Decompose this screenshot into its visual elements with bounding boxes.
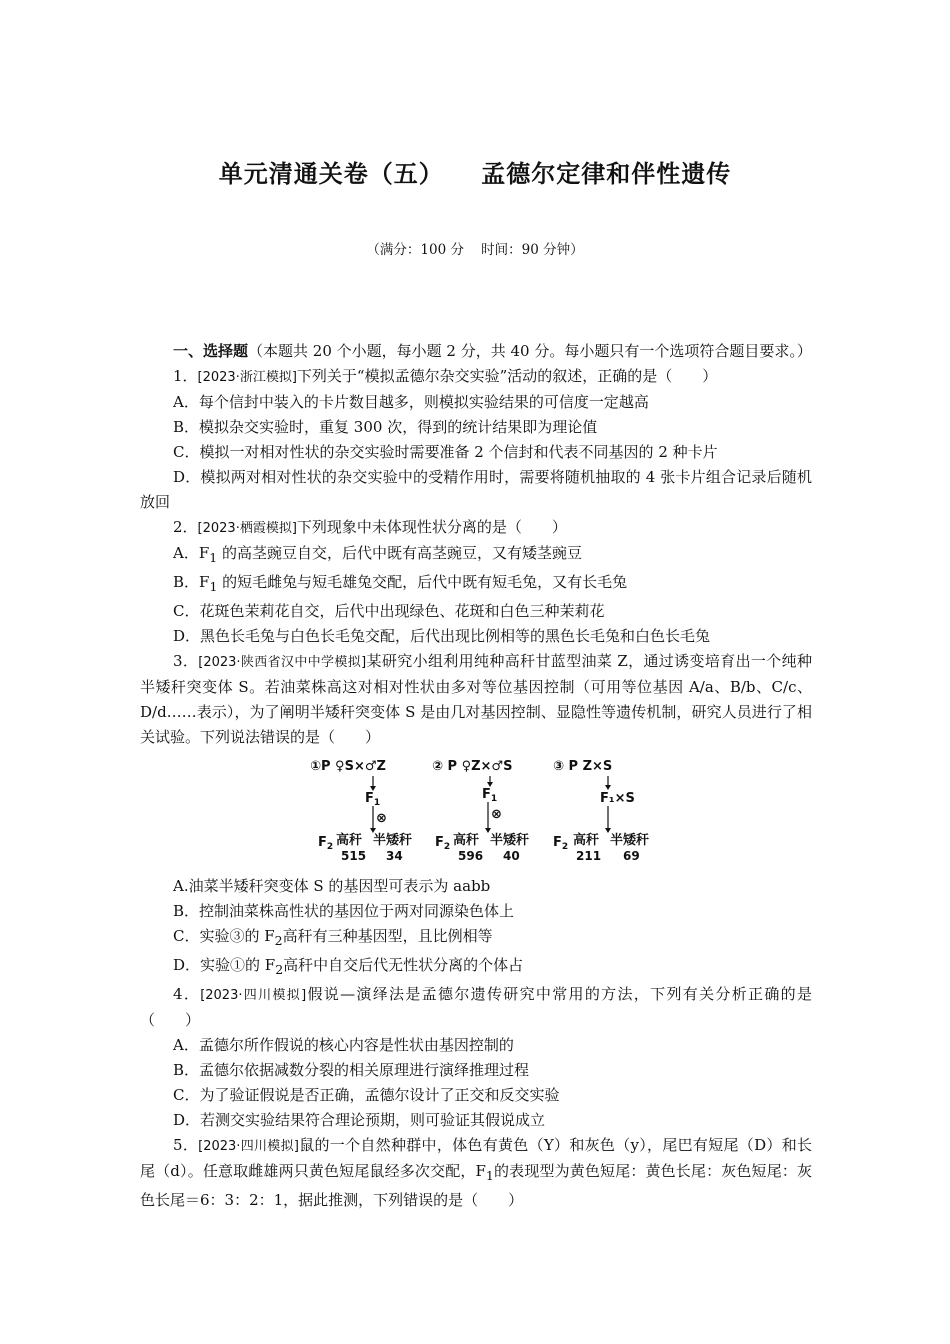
exp3-label: ③ P Z×S xyxy=(553,759,613,774)
q3-source: [2023·陕西省汉中中学模拟] xyxy=(198,655,367,670)
exp1-f1: $F_1$ xyxy=(365,791,381,808)
q2-source: [2023·栖霞模拟] xyxy=(197,521,297,536)
q3-stem: 某研究小组利用纯种高秆甘蓝型油菜 Z，通过诱变培育出一个纯种半矮秆突变体 S。若油菜株高这对相对性状由多对等位基因控制（可用等位基因 A/a、B/b、C/c、D/d……表示），为了阐明半矮秆突变体 S 是由几对基因控制、显隐性等遗传机制，研究人员进行了相关试验。下列说法错误的是（ ） xyxy=(140,652,812,746)
exp1-label: ①P ♀S×♂Z xyxy=(310,759,386,774)
q2-a-pre: A．F xyxy=(173,544,210,562)
exp3-f1-cross: F₁×S xyxy=(600,791,635,806)
exp1-f2: $F_2$ xyxy=(318,835,334,852)
question-5 xyxy=(140,1133,812,1213)
q2-a-sub: 1 xyxy=(209,550,218,565)
q3-option-a: A.油菜半矮秆突变体 S 的基因型可表示为 aabb xyxy=(173,877,491,895)
exp3-semi-count: 69 xyxy=(623,849,640,863)
exp1-selfing-icon: ⊗ xyxy=(376,811,387,826)
exp3-arrowhead-1 xyxy=(605,785,611,790)
exp2-f2: $F_2$ xyxy=(435,835,451,852)
q2-b-sub: 1 xyxy=(209,579,218,594)
q2-a-post: 的高茎豌豆自交，后代中既有高茎豌豆，又有矮茎豌豆 xyxy=(217,544,582,562)
q4-option-c: C．为了验证假说是否正确，孟德尔设计了正交和反交实验 xyxy=(173,1086,560,1104)
q1-source: [2023·浙江模拟] xyxy=(197,370,297,385)
exp3-semi-label: 半矮秆 xyxy=(610,833,650,848)
q5-stem-sub: 1 xyxy=(485,1168,494,1183)
q2-b-post: 的短毛雌兔与短毛雄兔交配，后代中既有短毛兔，又有长毛兔 xyxy=(217,573,628,591)
question-3 xyxy=(140,649,812,750)
cross-diagram-svg xyxy=(310,754,670,866)
q4-stem: 假说—演绎法是孟德尔遗传研究中常用的方法，下列有关分析正确的是（ ） xyxy=(140,985,812,1029)
q2-option-d: D．黑色长毛兔与白色长毛兔交配，后代出现比例相等的黑色长毛兔和白色长毛兔 xyxy=(173,627,711,645)
q3-number: 3． xyxy=(173,652,199,670)
q3-option-b: B．控制油菜株高性状的基因位于两对同源染色体上 xyxy=(173,902,515,920)
exp1-tall-label: 高秆 xyxy=(336,833,363,848)
section-note: （本题共 20 个小题，每小题 2 分，共 40 分。每小题只有一个选项符合题目要求。） xyxy=(248,342,812,360)
exp2-selfing-icon: ⊗ xyxy=(491,807,502,822)
q4-option-b: B．孟德尔依据减数分裂的相关原理进行演绎推理过程 xyxy=(173,1061,530,1079)
q1-option-b: B．模拟杂交实验时，重复 300 次，得到的统计结果即为理论值 xyxy=(173,418,598,436)
q2-option-b xyxy=(140,570,812,599)
q1-option-c: C．模拟一对相对性状的杂交实验时需要准备 2 个信封和代表不同基因的 2 种卡片 xyxy=(173,443,718,461)
q5-source: [2023·四川模拟] xyxy=(198,1139,299,1154)
experiment-3 xyxy=(553,759,649,863)
exp2-tall-count: 596 xyxy=(458,849,484,863)
q3-d-post: 高秆中自交后代无性状分离的个体占 xyxy=(283,956,524,974)
exp3-f2: $F_2$ xyxy=(553,835,569,852)
experiment-1 xyxy=(310,759,412,863)
q3-c-post: 高秆有三种基因型，且比例相等 xyxy=(282,927,493,945)
exp3-tall-count: 211 xyxy=(576,849,602,863)
exp2-label: ② P ♀Z×♂S xyxy=(432,759,513,774)
exp2-f1: $F_1$ xyxy=(482,787,498,804)
q4-option-d: D．若测交实验结果符合理论预期，则可验证其假说成立 xyxy=(173,1111,546,1129)
exp2-tall-label: 高秆 xyxy=(453,833,480,848)
exp1-tall-count: 515 xyxy=(341,849,367,863)
question-1 xyxy=(140,364,812,390)
q2-stem: 下列现象中未体现性状分离的是（ ） xyxy=(296,518,567,536)
cross-diagram xyxy=(140,754,812,866)
section-title: 一、选择题 xyxy=(173,342,249,360)
exp1-semi-label: 半矮秆 xyxy=(373,833,413,848)
q2-number: 2． xyxy=(173,518,198,536)
q5-stem-pre: 鼠的一个自然种群中，体色有黄色（Y）和灰色（y），尾巴有短尾（D）和长尾（d）。任意取雌雄两只黄色短尾鼠经多次交配，F xyxy=(140,1136,812,1180)
exp3-tall-label: 高秆 xyxy=(573,833,600,848)
q3-option-d xyxy=(140,953,812,982)
q1-stem: 下列关于“模拟孟德尔杂交实验”活动的叙述，正确的是（ ） xyxy=(296,367,718,385)
q5-number: 5． xyxy=(173,1136,199,1154)
q2-option-c: C．花斑色茉莉花自交，后代中出现绿色、花斑和白色三种茉莉花 xyxy=(173,602,605,620)
q2-b-pre: B．F xyxy=(173,573,210,591)
experiment-2 xyxy=(432,759,529,863)
q1-number: 1． xyxy=(173,367,198,385)
question-4 xyxy=(140,982,812,1033)
q1-option-a: A．每个信封中装入的卡片数目越多，则模拟实验结果的可信度一定越高 xyxy=(173,393,649,411)
exp1-semi-count: 34 xyxy=(386,849,403,863)
q3-c-pre: C．实验③的 F xyxy=(173,927,275,945)
q2-option-a xyxy=(140,541,812,570)
section-heading xyxy=(140,339,812,364)
exp2-semi-count: 40 xyxy=(503,849,520,863)
q1-option-d: D．模拟两对相对性状的杂交实验中的受精作用时，需要将随机抽取的 4 张卡片组合记录后随机放回 xyxy=(140,468,812,511)
q4-source: [2023·四川模拟] xyxy=(200,988,307,1003)
exam-meta: （满分：100 分 时间：90 分钟） xyxy=(366,242,584,258)
content xyxy=(140,339,812,1213)
q3-c-sub: 2 xyxy=(274,933,283,948)
exp2-semi-label: 半矮秆 xyxy=(490,833,530,848)
q3-d-sub: 2 xyxy=(275,962,284,977)
question-2 xyxy=(140,515,812,541)
q5-stem-post: 的表现型为黄色短尾：黄色长尾：灰色短尾：灰色长尾＝6：3：2：1，据此推测，下列错误的是（ ） xyxy=(140,1162,812,1209)
q4-option-a: A．孟德尔所作假说的核心内容是性状由基因控制的 xyxy=(173,1036,514,1054)
q4-number: 4． xyxy=(173,985,201,1003)
q3-option-c xyxy=(140,924,812,953)
q3-d-pre: D．实验①的 F xyxy=(173,956,276,974)
page-title: 单元清通关卷（五） 孟德尔定律和伴性遗传 xyxy=(218,160,732,188)
